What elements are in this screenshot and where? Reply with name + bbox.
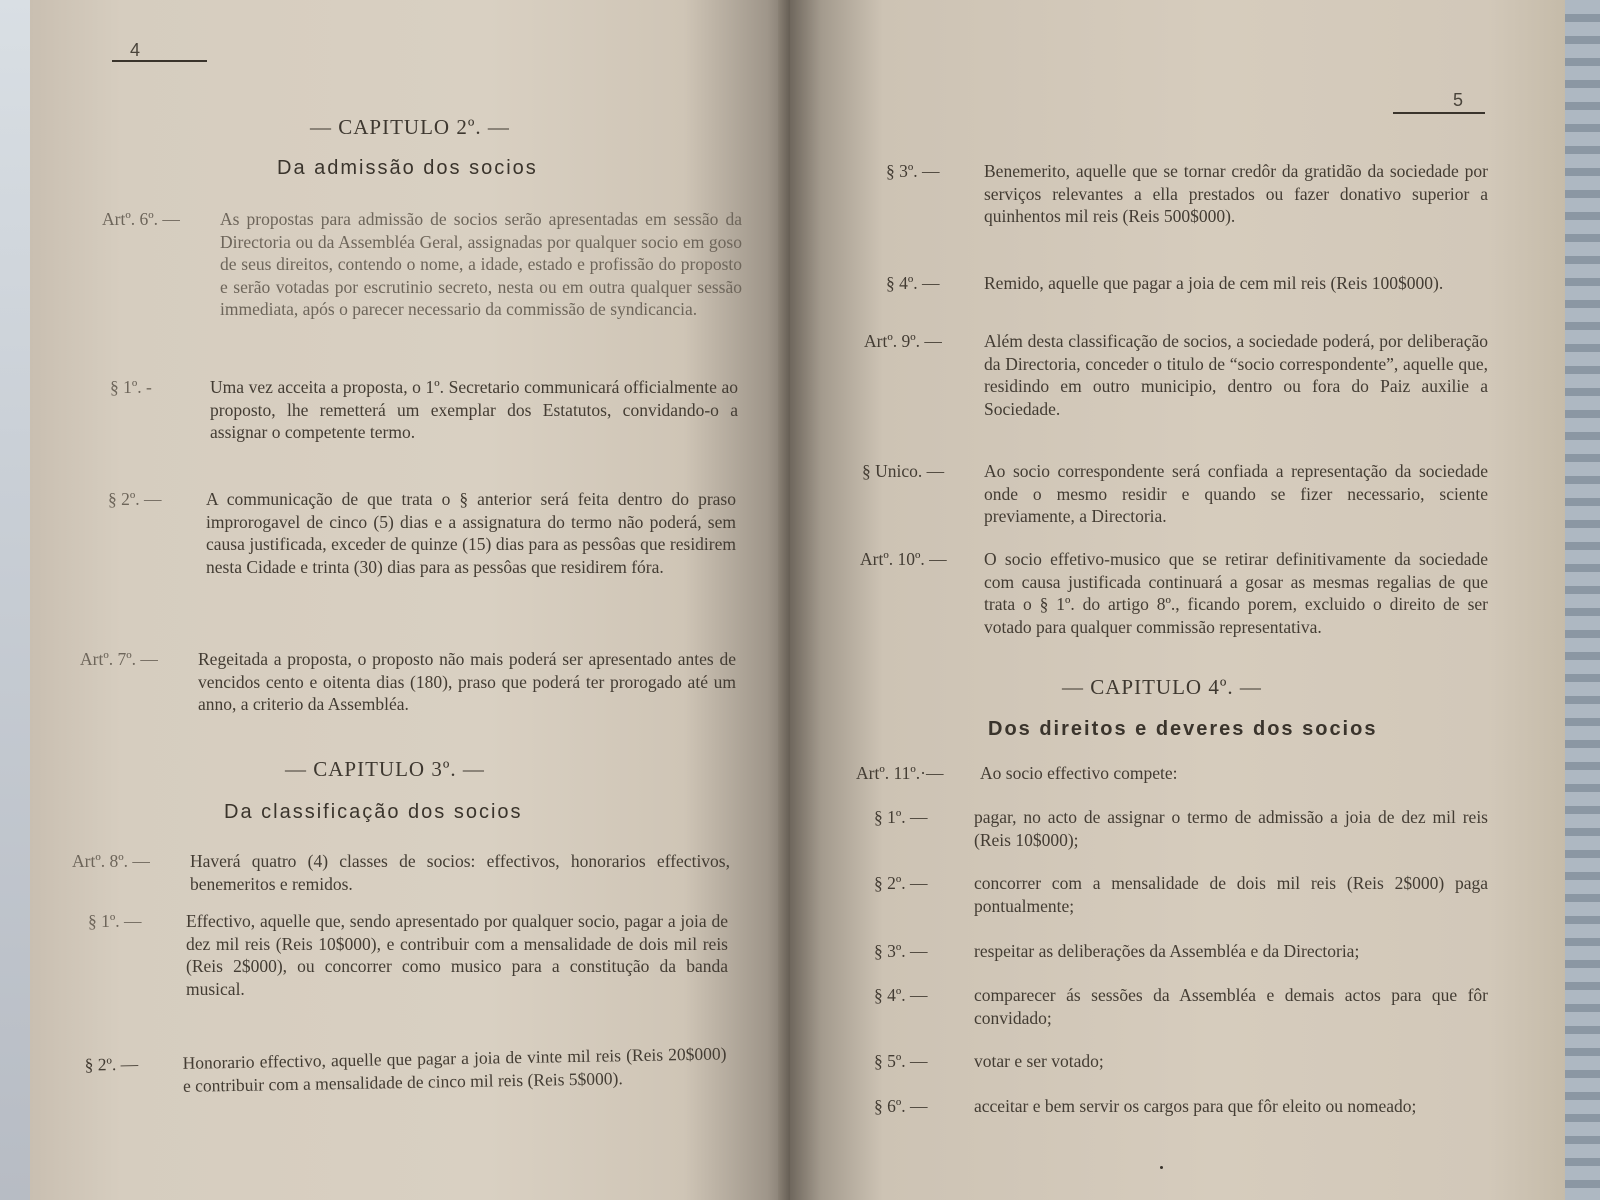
article-6-paragraph-2-label: § 2º. — (108, 489, 162, 509)
left-page (30, 0, 790, 1200)
article-6-label: Artº. 6º. — (102, 209, 180, 229)
article-6 (102, 208, 742, 358)
article-9-sole-paragraph-label: § Unico. — (862, 461, 945, 481)
article-6-text: As propostas para admissão de socios serão apresentadas em sessão da Directoria ou da Assembléa Geral, assignadas por qualquer socio em goso de seus direitos, contendo o nome, a idade, estado e profissão do proposto e serão votadas por escrutinio secreto, nesta ou em outra qualquer sessão immediata, após o parecer necessario da commissão de syndicancia. (220, 209, 742, 319)
article-7-label: Artº. 7º. — (80, 649, 158, 669)
article-11-paragraph-3-label: § 3º. — (874, 941, 928, 961)
article-8-paragraph-1-label: § 1º. — (88, 911, 142, 931)
article-8-paragraph-2 (84, 1042, 727, 1125)
article-11-paragraph-5-text: votar e ser votado; (974, 1051, 1104, 1071)
page-number-rule-right (1393, 112, 1485, 114)
article-11-paragraph-2 (874, 872, 1488, 920)
article-11-paragraph-6 (874, 1095, 1488, 1143)
article-11-paragraph-3-text: respeitar as deliberações da Assembléa e da Directoria; (974, 941, 1360, 961)
article-10-text: O socio effetivo-musico que se retirar definitivamente da sociedade com causa justificada continuará a gosar as mesmas regalias de que trata o § 1º. do artigo 8º., ficando porem, excluido o direito de ser votado para qualquer commissão representativa. (984, 549, 1488, 637)
article-11-paragraph-1-text: pagar, no acto de assignar o termo de admissão a joia de dez mil reis (Reis 10$000); (974, 807, 1488, 850)
article-11-paragraph-4 (874, 984, 1488, 1032)
article-8-paragraph-4-label: § 4º. — (886, 273, 940, 293)
chapter-3-label: — CAPITULO 3º. — (285, 757, 485, 781)
page-number-right: 5 (1453, 90, 1464, 110)
article-11-paragraph-4-text: comparecer ás sessões da Assembléa e demais actos para que fôr convidado; (974, 985, 1488, 1028)
article-11-paragraph-6-text: acceitar e bem servir os cargos para que fôr eleito ou nomeado; (974, 1096, 1417, 1116)
article-9-sole-paragraph (862, 460, 1488, 530)
article-8-paragraph-3-label: § 3º. — (886, 161, 940, 181)
article-9-text: Além desta classificação de socios, a sociedade poderá, por deliberação da Directoria, conceder o titulo de “socio correspondente”, aquelle que, residindo em outro municipio, dentro ou fora do Paiz auxilie a Sociedade. (984, 331, 1488, 419)
article-11-label: Artº. 11º.·— (856, 763, 944, 783)
article-8-paragraph-3 (886, 160, 1488, 250)
article-8-text: Haverá quatro (4) classes de socios: effectivos, honorarios effectivos, benemeritos e remidos. (190, 851, 730, 894)
page-number-left: 4 (130, 40, 141, 60)
article-10-label: Artº. 10º. — (860, 549, 947, 569)
article-11-paragraph-2-label: § 2º. — (874, 873, 928, 893)
article-8-paragraph-2-text: Honorario effectivo, aquelle que pagar a joia de vinte mil reis (Reis 20$000) e contribuir com a mensalidade de cinco mil reis (Reis 5$000). (182, 1043, 727, 1096)
article-6-paragraph-1 (110, 376, 738, 471)
article-6-paragraph-1-text: Uma vez acceita a proposta, o 1º. Secretario communicará officialmente ao proposto, lhe remetterá um exemplar dos Estatutos, convidando-o a assignar o competente termo. (210, 377, 738, 442)
article-9 (864, 330, 1488, 442)
article-11-paragraph-4-label: § 4º. — (874, 985, 928, 1005)
article-8-paragraph-4 (886, 272, 1488, 320)
article-11-paragraph-2-text: concorrer com a mensalidade de dois mil reis (Reis 2$000) paga pontualmente; (974, 873, 1488, 916)
article-8-label: Artº. 8º. — (72, 851, 150, 871)
chapter-2-label: — CAPITULO 2º. — (310, 115, 510, 139)
article-6-paragraph-1-label: § 1º. - (110, 377, 152, 397)
article-10 (860, 548, 1488, 660)
article-11-paragraph-1-label: § 1º. — (874, 807, 928, 827)
article-8-paragraph-1 (88, 910, 728, 1028)
page-number-rule-left (112, 60, 207, 62)
right-page (790, 0, 1565, 1200)
article-11-text: Ao socio effectivo compete: (980, 763, 1178, 783)
article-11-paragraph-1 (874, 806, 1488, 854)
chapter-4-title: Dos direitos e deveres dos socios (988, 718, 1378, 740)
article-11-paragraph-5 (874, 1050, 1488, 1076)
stray-ink-dot (1160, 1166, 1163, 1169)
article-6-paragraph-2 (108, 488, 736, 628)
article-11-paragraph-5-label: § 5º. — (874, 1051, 928, 1071)
article-8-paragraph-1-text: Effectivo, aquelle que, sendo apresentado por qualquer socio, pagar a joia de dez mil reis (Reis 10$000), e contribuir com a mensalidade de dois mil reis (Reis 2$000), ou concorrer como musico para a constitução da banda musical. (186, 911, 728, 999)
chapter-4-label: — CAPITULO 4º. — (1062, 675, 1262, 699)
article-9-label: Artº. 9º. — (864, 331, 942, 351)
article-8 (72, 850, 730, 900)
article-7 (80, 648, 736, 743)
article-8-paragraph-4-text: Remido, aquelle que pagar a joia de cem mil reis (Reis 100$000). (984, 273, 1444, 293)
chapter-3-title: Da classificação dos socios (224, 801, 523, 823)
article-7-text: Regeitada a proposta, o proposto não mais poderá ser apresentado antes de vencidos cento e oitenta dias (180), praso que poderá ter prorogado até um anno, a criterio da Assembléa. (198, 649, 736, 714)
chapter-2-title: Da admissão dos socios (277, 157, 538, 179)
article-8-paragraph-2-label: § 2º. — (84, 1053, 139, 1075)
article-6-paragraph-2-text: A communicação de que trata o § anterior será feita dentro do praso improrogavel de cinco (5) dias e a assignatura do termo não poderá, sem causa justificada, exceder de quinze (15) dias para as pessôas que residirem nesta Cidade e trinta (30) dias para as pessôas que residirem fóra. (206, 489, 736, 577)
article-8-paragraph-3-text: Benemerito, aquelle que se tornar credôr da gratidão da sociedade por serviços relevantes a ella prestados ou fazer donativo superior a quinhentos mil reis (Reis 500$000). (984, 161, 1488, 226)
article-11 (856, 762, 1488, 788)
article-11-paragraph-6-label: § 6º. — (874, 1096, 928, 1116)
article-11-paragraph-3 (874, 940, 1488, 966)
article-9-sole-paragraph-text: Ao socio correspondente será confiada a representação da sociedade onde o mesmo residir e quando se fizer necessario, sciente previamente, a Directoria. (984, 461, 1488, 526)
